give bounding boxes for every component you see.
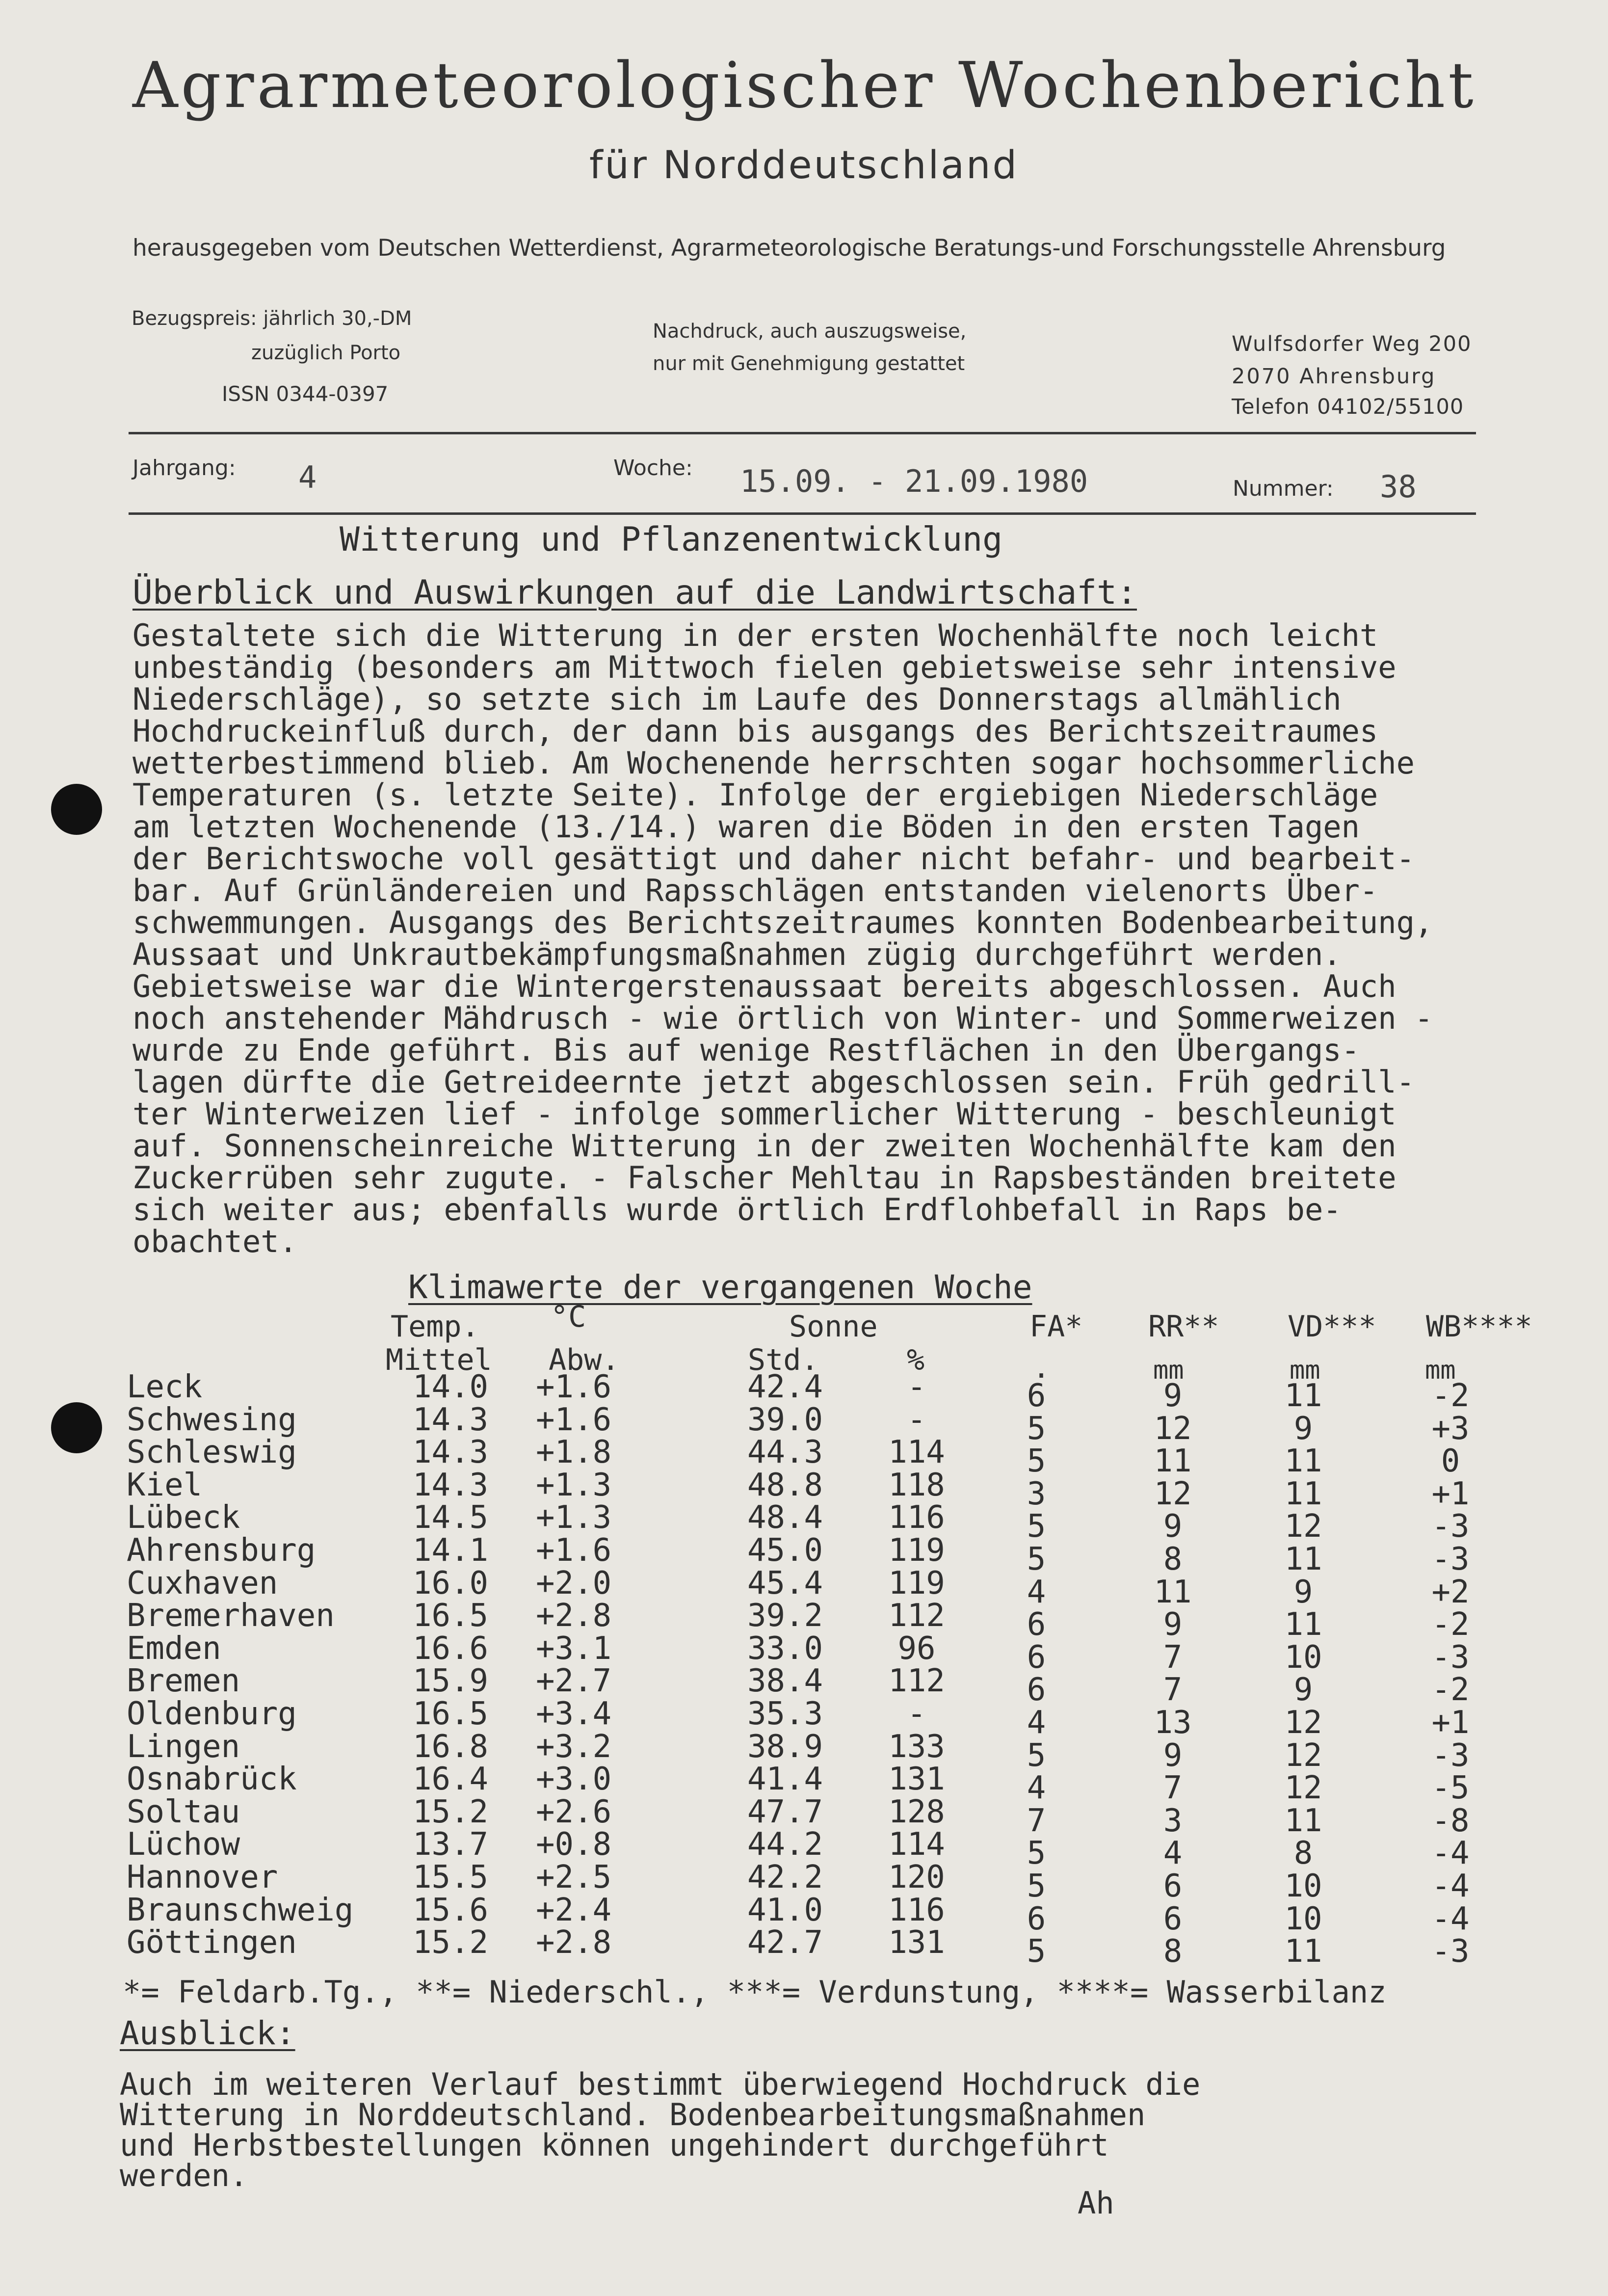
temp-mean-cell: 16.4 bbox=[412, 1761, 489, 1798]
station-name: Lübeck bbox=[127, 1499, 240, 1536]
header-temp-unit: °C bbox=[551, 1300, 586, 1334]
paragraph-line: obachtet. bbox=[132, 1224, 297, 1259]
sun-hours-cell: 41.4 bbox=[747, 1761, 823, 1798]
header-temp-mean: Mittel bbox=[386, 1343, 492, 1377]
report-title: Agrarmeteorologischer Wochenbericht bbox=[132, 49, 1476, 122]
field-work-days-cell: 5 bbox=[1027, 1541, 1046, 1577]
temp-deviation-cell: +2.6 bbox=[536, 1793, 612, 1830]
water-balance-cell: -4 bbox=[1431, 1900, 1470, 1937]
field-work-days-cell: 5 bbox=[1027, 1737, 1046, 1774]
precipitation-cell: 8 bbox=[1163, 1933, 1183, 1970]
temp-deviation-column bbox=[536, 1371, 611, 1959]
header-sun-percent: % bbox=[907, 1343, 925, 1377]
punch-hole bbox=[51, 1402, 102, 1453]
temp-mean-cell: 14.1 bbox=[412, 1532, 489, 1569]
issue-number-value: 38 bbox=[1380, 469, 1417, 505]
outlook-heading: Ausblick: bbox=[120, 2014, 295, 2052]
sun-hours-cell: 38.9 bbox=[747, 1728, 823, 1765]
sun-hours-cell: 45.0 bbox=[747, 1532, 823, 1569]
precipitation-cell: 4 bbox=[1163, 1835, 1183, 1872]
header-field-work-days: FA* bbox=[1029, 1309, 1083, 1344]
water-balance-cell: -5 bbox=[1431, 1770, 1470, 1807]
author-initials: Ah bbox=[1078, 2185, 1114, 2221]
paragraph-line: Aussaat und Unkrautbekämpfungsmaßnahmen zügig durchgeführt werden. bbox=[132, 936, 1342, 972]
temp-deviation-cell: +1.3 bbox=[536, 1467, 612, 1503]
station-name: Emden bbox=[127, 1630, 221, 1667]
field-work-days-cell: 5 bbox=[1027, 1868, 1046, 1904]
paragraph-line: der Berichtswoche voll gesättigt und daher nicht befahr- und bearbeit- bbox=[132, 841, 1415, 877]
temp-deviation-cell: +1.8 bbox=[536, 1434, 612, 1471]
evaporation-cell: 11 bbox=[1284, 1475, 1322, 1512]
field-work-days-cell: 4 bbox=[1027, 1574, 1046, 1610]
sun-percent-cell: 112 bbox=[888, 1663, 945, 1700]
paragraph-line: am letzten Wochenende (13./14.) waren die Böden in den ersten Tagen bbox=[132, 809, 1360, 845]
water-balance-cell: -2 bbox=[1431, 1606, 1470, 1643]
water-balance-cell: -2 bbox=[1431, 1378, 1470, 1414]
paragraph-line: sich weiter aus; ebenfalls wurde örtlich Erdflohbefall in Raps be- bbox=[132, 1192, 1342, 1228]
sun-percent-cell: 120 bbox=[888, 1859, 945, 1896]
paragraph-line: auf. Sonnenscheinreiche Witterung in der zweiten Wochenhälfte kam den bbox=[132, 1128, 1397, 1164]
sun-hours-cell: 35.3 bbox=[747, 1695, 823, 1732]
precipitation-cell: 6 bbox=[1163, 1900, 1183, 1937]
paragraph-line: Gebietsweise war die Wintergerstenaussaat bereits abgeschlossen. Auch bbox=[132, 968, 1397, 1004]
station-name: Bremen bbox=[127, 1663, 240, 1700]
station-name: Cuxhaven bbox=[127, 1565, 278, 1602]
field-work-days-cell: 6 bbox=[1027, 1639, 1046, 1676]
evaporation-column bbox=[1259, 1371, 1347, 1970]
precipitation-cell: 7 bbox=[1163, 1672, 1183, 1709]
temp-mean-cell: 15.9 bbox=[412, 1663, 489, 1700]
water-balance-cell: -2 bbox=[1431, 1672, 1470, 1709]
header-temp-deviation: Abw. bbox=[549, 1343, 620, 1377]
precipitation-cell: 3 bbox=[1163, 1802, 1183, 1839]
field-work-days-column bbox=[1017, 1371, 1056, 1970]
divider-rule bbox=[129, 512, 1476, 515]
field-work-days-cell: 5 bbox=[1027, 1443, 1046, 1480]
evaporation-cell: 9 bbox=[1293, 1410, 1313, 1447]
precipitation-cell: 12 bbox=[1154, 1410, 1192, 1447]
issue-number-label: Nummer: bbox=[1233, 476, 1334, 501]
sun-hours-cell: 38.4 bbox=[747, 1663, 823, 1700]
sun-percent-cell: 112 bbox=[888, 1598, 945, 1634]
station-name: Hannover bbox=[127, 1859, 278, 1896]
paragraph-line: noch anstehender Mähdrusch - wie örtlich von Winter- und Sommerweizen - bbox=[132, 1000, 1433, 1036]
table-legend: *= Feldarb.Tg., **= Niederschl., ***= Verdunstung, ****= Wasserbilanz bbox=[123, 1974, 1387, 2010]
precipitation-cell: 11 bbox=[1154, 1443, 1192, 1480]
sun-percent-cell: 131 bbox=[888, 1761, 945, 1798]
station-name: Schleswig bbox=[127, 1434, 297, 1471]
station-name: Leck bbox=[127, 1369, 203, 1405]
outlook-paragraph bbox=[120, 2066, 1201, 2193]
header-temp: Temp. bbox=[391, 1309, 479, 1344]
reprint-notice-line: Nachdruck, auch auszugsweise, bbox=[653, 320, 967, 343]
temp-mean-column bbox=[401, 1371, 500, 1959]
sun-hours-cell: 41.0 bbox=[747, 1892, 823, 1928]
temp-deviation-cell: +1.6 bbox=[536, 1532, 612, 1569]
paragraph-line: wetterbestimmend blieb. Am Wochenende herrschten sogar hochsommerliche bbox=[132, 745, 1415, 781]
temp-mean-cell: 13.7 bbox=[412, 1826, 489, 1863]
field-work-days-cell: 5 bbox=[1027, 1835, 1046, 1872]
water-balance-cell: -3 bbox=[1431, 1639, 1470, 1676]
precipitation-column bbox=[1129, 1371, 1217, 1970]
station-name: Lingen bbox=[127, 1728, 240, 1765]
precipitation-cell: 7 bbox=[1163, 1639, 1183, 1676]
evaporation-cell: 11 bbox=[1284, 1606, 1322, 1643]
reprint-notice-line: nur mit Genehmigung gestattet bbox=[653, 352, 965, 375]
precipitation-cell: 9 bbox=[1163, 1508, 1183, 1545]
volume-value: 4 bbox=[298, 459, 317, 495]
station-name: Osnabrück bbox=[127, 1761, 297, 1798]
water-balance-cell: -3 bbox=[1431, 1508, 1470, 1545]
precipitation-cell: 13 bbox=[1154, 1704, 1192, 1741]
station-name: Bremerhaven bbox=[127, 1598, 335, 1634]
evaporation-cell: 10 bbox=[1284, 1868, 1322, 1904]
sun-percent-cell: 119 bbox=[888, 1565, 945, 1602]
evaporation-cell: 9 bbox=[1293, 1672, 1313, 1709]
temp-deviation-cell: +3.2 bbox=[536, 1728, 612, 1765]
sun-hours-column bbox=[736, 1371, 834, 1959]
overview-paragraph bbox=[132, 619, 1541, 1257]
sun-percent-cell: 116 bbox=[888, 1892, 945, 1928]
water-balance-cell: -3 bbox=[1431, 1541, 1470, 1577]
water-balance-cell: -3 bbox=[1431, 1737, 1470, 1774]
publisher-line: herausgegeben vom Deutschen Wetterdienst, Agrarmeteorologische Beratungs-und Forschungsstelle Ahrensburg bbox=[132, 235, 1446, 262]
sun-hours-cell: 44.2 bbox=[747, 1826, 823, 1863]
field-work-days-cell: 7 bbox=[1027, 1802, 1046, 1839]
station-name: Göttingen bbox=[127, 1924, 297, 1961]
field-work-days-cell: 4 bbox=[1027, 1704, 1046, 1741]
precipitation-cell: 11 bbox=[1154, 1574, 1192, 1610]
sun-hours-cell: 47.7 bbox=[747, 1793, 823, 1830]
water-balance-cell: +2 bbox=[1431, 1574, 1470, 1610]
paragraph-line: Temperaturen (s. letzte Seite). Infolge der ergiebigen Niederschläge bbox=[132, 777, 1378, 813]
precipitation-cell: 9 bbox=[1163, 1606, 1183, 1643]
evaporation-cell: 10 bbox=[1284, 1900, 1322, 1937]
field-work-days-cell: 5 bbox=[1027, 1410, 1046, 1447]
paragraph-line: Zuckerrüben sehr zugute. - Falscher Mehltau in Rapsbeständen breitete bbox=[132, 1160, 1397, 1196]
water-balance-cell: +3 bbox=[1431, 1410, 1470, 1447]
sun-percent-cell: 131 bbox=[888, 1924, 945, 1961]
header-sun-hours: Std. bbox=[748, 1343, 819, 1377]
sun-hours-cell: 48.8 bbox=[747, 1467, 823, 1503]
water-balance-cell: -4 bbox=[1431, 1868, 1470, 1904]
paragraph-line: lagen dürfte die Getreideernte jetzt abgeschlossen sein. Früh gedrill- bbox=[132, 1064, 1415, 1100]
field-work-days-cell: 5 bbox=[1027, 1508, 1046, 1545]
sun-hours-cell: 42.7 bbox=[747, 1924, 823, 1961]
sun-hours-cell: 44.3 bbox=[747, 1434, 823, 1471]
temp-deviation-cell: +2.8 bbox=[536, 1924, 612, 1961]
water-balance-cell: 0 bbox=[1441, 1443, 1460, 1480]
field-work-days-cell: 6 bbox=[1027, 1672, 1046, 1709]
water-balance-cell: +1 bbox=[1431, 1475, 1470, 1512]
temp-mean-cell: 14.0 bbox=[412, 1369, 489, 1405]
temp-deviation-cell: +1.6 bbox=[536, 1401, 612, 1438]
precipitation-cell: 7 bbox=[1163, 1770, 1183, 1807]
station-name: Soltau bbox=[127, 1793, 240, 1830]
evaporation-cell: 11 bbox=[1284, 1443, 1322, 1480]
evaporation-cell: 12 bbox=[1284, 1704, 1322, 1741]
temp-mean-cell: 15.5 bbox=[412, 1859, 489, 1896]
sun-hours-cell: 33.0 bbox=[747, 1630, 823, 1667]
paragraph-line: wurde zu Ende geführt. Bis auf wenige Restflächen in den Übergangs- bbox=[132, 1032, 1360, 1068]
paragraph-line: werden. bbox=[120, 2158, 248, 2193]
week-value: 15.09. - 21.09.1980 bbox=[740, 463, 1088, 499]
sun-percent-cell: 114 bbox=[888, 1434, 945, 1471]
sun-percent-column bbox=[872, 1371, 961, 1959]
paragraph-line: Niederschläge), so setzte sich im Laufe des Donnerstags allmählich bbox=[132, 681, 1342, 717]
header-evaporation: VD*** bbox=[1288, 1309, 1376, 1344]
sun-hours-cell: 39.2 bbox=[747, 1598, 823, 1634]
paragraph-line: Gestaltete sich die Witterung in der ersten Wochenhälfte noch leicht bbox=[132, 617, 1378, 653]
temp-deviation-cell: +3.4 bbox=[536, 1695, 612, 1732]
volume-label: Jahrgang: bbox=[132, 455, 236, 481]
sun-percent-cell: 116 bbox=[888, 1499, 945, 1536]
paragraph-line: Hochdruckeinfluß durch, der dann bis ausgangs des Berichtszeitraumes bbox=[132, 713, 1378, 749]
temp-mean-cell: 15.2 bbox=[412, 1924, 489, 1961]
issn-number: ISSN 0344-0397 bbox=[222, 382, 389, 406]
station-name: Oldenburg bbox=[127, 1695, 297, 1732]
temp-deviation-cell: +2.4 bbox=[536, 1892, 612, 1928]
sun-percent-cell: 133 bbox=[888, 1728, 945, 1765]
sun-percent-cell: 96 bbox=[897, 1630, 936, 1667]
address-street: Wulfsdorfer Weg 200 bbox=[1232, 332, 1472, 356]
evaporation-cell: 12 bbox=[1284, 1737, 1322, 1774]
subscription-price: Bezugspreis: jährlich 30,-DM bbox=[132, 307, 412, 330]
station-name: Braunschweig bbox=[127, 1892, 354, 1928]
water-balance-cell: -3 bbox=[1431, 1933, 1470, 1970]
paragraph-line: schwemmungen. Ausgangs des Berichtszeitraumes konnten Bodenbearbeitung, bbox=[132, 905, 1433, 940]
temp-mean-cell: 14.3 bbox=[412, 1434, 489, 1471]
header-precipitation-unit: mm bbox=[1153, 1356, 1184, 1385]
week-label: Woche: bbox=[613, 455, 693, 481]
temp-mean-cell: 15.2 bbox=[412, 1793, 489, 1830]
climate-table-title: Klimawerte der vergangenen Woche bbox=[408, 1268, 1032, 1306]
sun-hours-cell: 42.4 bbox=[747, 1369, 823, 1405]
sun-hours-cell: 39.0 bbox=[747, 1401, 823, 1438]
evaporation-cell: 10 bbox=[1284, 1639, 1322, 1676]
temp-deviation-cell: +2.8 bbox=[536, 1598, 612, 1634]
sun-hours-cell: 42.2 bbox=[747, 1859, 823, 1896]
punch-hole bbox=[51, 784, 102, 835]
precipitation-cell: 9 bbox=[1163, 1378, 1183, 1414]
field-work-days-cell: 5 bbox=[1027, 1933, 1046, 1970]
sun-percent-cell: 119 bbox=[888, 1532, 945, 1569]
section-heading: Witterung und Pflanzenentwicklung bbox=[340, 520, 1003, 559]
station-column bbox=[127, 1371, 353, 1959]
evaporation-cell: 11 bbox=[1284, 1541, 1322, 1577]
header-fa-dot: . bbox=[1032, 1351, 1051, 1385]
temp-mean-cell: 16.6 bbox=[412, 1630, 489, 1667]
temp-mean-cell: 16.5 bbox=[412, 1695, 489, 1732]
paragraph-line: und Herbstbestellungen können ungehindert durchgeführt bbox=[120, 2127, 1109, 2163]
water-balance-cell: -4 bbox=[1431, 1835, 1470, 1872]
station-name: Schwesing bbox=[127, 1401, 297, 1438]
paragraph-line: Auch im weiteren Verlauf bestimmt überwiegend Hochdruck die bbox=[120, 2066, 1201, 2102]
field-work-days-cell: 4 bbox=[1027, 1770, 1046, 1807]
sun-percent-cell: - bbox=[907, 1401, 926, 1438]
postage-note: zuzüglich Porto bbox=[251, 342, 401, 364]
sun-percent-cell: 118 bbox=[888, 1467, 945, 1503]
evaporation-cell: 12 bbox=[1284, 1770, 1322, 1807]
paragraph-line: ter Winterweizen lief - infolge sommerlicher Witterung - beschleunigt bbox=[132, 1096, 1397, 1132]
address-city: 2070 Ahrensburg bbox=[1232, 364, 1436, 389]
temp-mean-cell: 14.3 bbox=[412, 1401, 489, 1438]
temp-deviation-cell: +2.0 bbox=[536, 1565, 612, 1602]
temp-deviation-cell: +1.3 bbox=[536, 1499, 612, 1536]
evaporation-cell: 9 bbox=[1293, 1574, 1313, 1610]
temp-deviation-cell: +1.6 bbox=[536, 1369, 612, 1405]
sun-hours-cell: 48.4 bbox=[747, 1499, 823, 1536]
temp-mean-cell: 16.8 bbox=[412, 1728, 489, 1765]
temp-mean-cell: 16.5 bbox=[412, 1598, 489, 1634]
precipitation-cell: 6 bbox=[1163, 1868, 1183, 1904]
paragraph-line: bar. Auf Grünländereien und Rapsschlägen entstanden vielenorts Über- bbox=[132, 873, 1378, 908]
evaporation-cell: 12 bbox=[1284, 1508, 1322, 1545]
water-balance-cell: +1 bbox=[1431, 1704, 1470, 1741]
water-balance-cell: -8 bbox=[1431, 1802, 1470, 1839]
field-work-days-cell: 6 bbox=[1027, 1378, 1046, 1414]
sun-hours-cell: 45.4 bbox=[747, 1565, 823, 1602]
evaporation-cell: 11 bbox=[1284, 1802, 1322, 1839]
sun-percent-cell: - bbox=[907, 1695, 926, 1732]
temp-deviation-cell: +2.7 bbox=[536, 1663, 612, 1700]
precipitation-cell: 8 bbox=[1163, 1541, 1183, 1577]
temp-deviation-cell: +3.0 bbox=[536, 1761, 612, 1798]
field-work-days-cell: 3 bbox=[1027, 1475, 1046, 1512]
report-subtitle: für Norddeutschland bbox=[589, 143, 1019, 187]
field-work-days-cell: 6 bbox=[1027, 1606, 1046, 1643]
header-precipitation: RR** bbox=[1148, 1309, 1219, 1344]
sun-percent-cell: 114 bbox=[888, 1826, 945, 1863]
water-balance-column bbox=[1406, 1371, 1495, 1970]
station-name: Kiel bbox=[127, 1467, 203, 1503]
header-evaporation-unit: mm bbox=[1290, 1356, 1320, 1385]
header-sunshine: Sonne bbox=[789, 1309, 878, 1344]
temp-mean-cell: 14.3 bbox=[412, 1467, 489, 1503]
temp-mean-cell: 14.5 bbox=[412, 1499, 489, 1536]
divider-rule bbox=[129, 432, 1476, 434]
station-name: Lüchow bbox=[127, 1826, 240, 1863]
evaporation-cell: 8 bbox=[1293, 1835, 1313, 1872]
paragraph-line: Witterung in Norddeutschland. Bodenbearbeitungsmaßnahmen bbox=[120, 2097, 1146, 2133]
temp-deviation-cell: +2.5 bbox=[536, 1859, 612, 1896]
header-water-balance-unit: mm bbox=[1425, 1356, 1456, 1385]
temp-deviation-cell: +0.8 bbox=[536, 1826, 612, 1863]
paragraph-line: unbeständig (besonders am Mittwoch fielen gebietsweise sehr intensive bbox=[132, 649, 1397, 685]
precipitation-cell: 9 bbox=[1163, 1737, 1183, 1774]
sun-percent-cell: 128 bbox=[888, 1793, 945, 1830]
header-water-balance: WB**** bbox=[1426, 1309, 1532, 1344]
evaporation-cell: 11 bbox=[1284, 1378, 1322, 1414]
field-work-days-cell: 6 bbox=[1027, 1900, 1046, 1937]
evaporation-cell: 11 bbox=[1284, 1933, 1322, 1970]
temp-mean-cell: 15.6 bbox=[412, 1892, 489, 1928]
address-phone: Telefon 04102/55100 bbox=[1232, 395, 1464, 419]
sun-percent-cell: - bbox=[907, 1369, 926, 1405]
overview-heading: Überblick und Auswirkungen auf die Landwirtschaft: bbox=[132, 573, 1137, 612]
temp-deviation-cell: +3.1 bbox=[536, 1630, 612, 1667]
station-name: Ahrensburg bbox=[127, 1532, 316, 1569]
precipitation-cell: 12 bbox=[1154, 1475, 1192, 1512]
temp-mean-cell: 16.0 bbox=[412, 1565, 489, 1602]
